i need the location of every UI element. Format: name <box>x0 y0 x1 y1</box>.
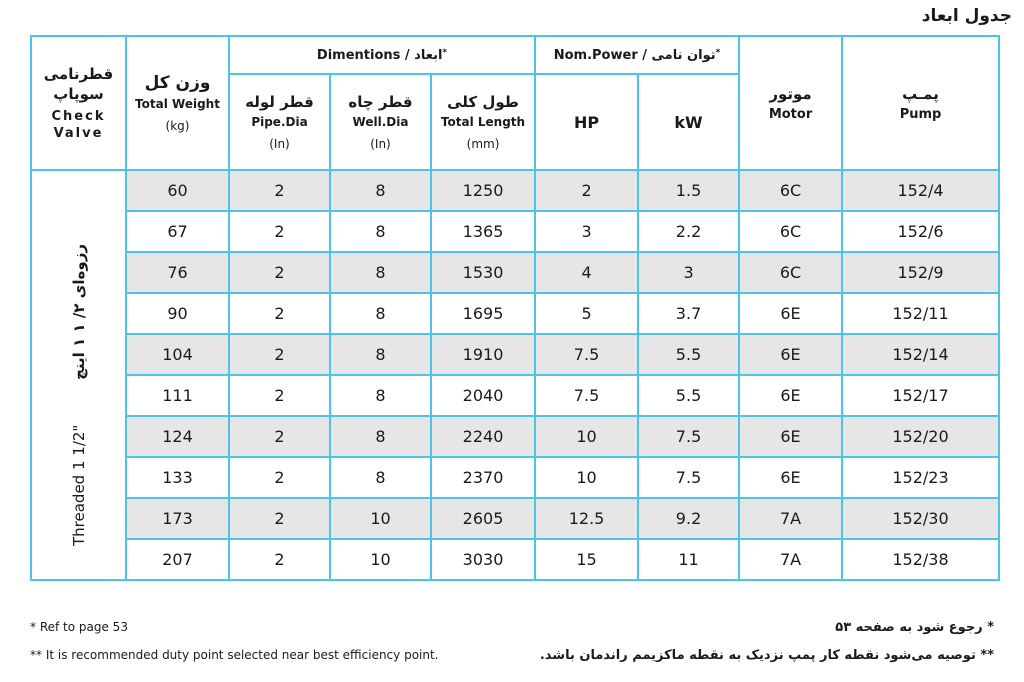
well-en: Well.Dia <box>352 115 409 129</box>
kw-cell: 5.5 <box>638 334 739 375</box>
hp-cell: 2 <box>535 170 638 211</box>
table-body <box>31 170 999 580</box>
pipe-cell: 2 <box>229 416 330 457</box>
motor-cell: 6E <box>739 293 842 334</box>
pump-en: Pump <box>899 106 942 122</box>
well-cell: 8 <box>330 252 431 293</box>
footnote-en-2: ** It is recommended duty point selected near best efficiency point. <box>30 648 439 662</box>
weight-en: Total Weight <box>135 97 220 111</box>
pump-cell: 152/17 <box>842 375 999 416</box>
pipe-header <box>229 74 330 170</box>
power-group-label: Nom.Power / توان نامی <box>553 47 716 63</box>
weight-header <box>126 36 229 170</box>
table-row <box>31 539 999 580</box>
motor-fa: موتور <box>769 84 812 103</box>
pump-cell: 152/11 <box>842 293 999 334</box>
thread-size-fa: رزوه‌ای ۲/ ۱ ۱ اینچ <box>69 243 88 380</box>
weight-cell: 90 <box>126 293 229 334</box>
well-fa: قطر چاه <box>348 93 413 111</box>
motor-cell: 6E <box>739 416 842 457</box>
pump-cell: 152/9 <box>842 252 999 293</box>
pump-cell: 152/20 <box>842 416 999 457</box>
motor-cell: 6C <box>739 170 842 211</box>
hp-cell: 15 <box>535 539 638 580</box>
length-cell: 2040 <box>431 375 535 416</box>
pipe-cell: 2 <box>229 211 330 252</box>
hp-cell: 10 <box>535 457 638 498</box>
kw-header <box>638 74 739 170</box>
hp-cell: 7.5 <box>535 334 638 375</box>
kw-cell: 2.2 <box>638 211 739 252</box>
length-en: Total Length <box>440 115 526 129</box>
pipe-cell: 2 <box>229 252 330 293</box>
pump-cell: 152/38 <box>842 539 999 580</box>
pipe-cell: 2 <box>229 170 330 211</box>
dimensions-table <box>30 35 1000 581</box>
motor-cell: 6E <box>739 334 842 375</box>
power-star: * <box>715 47 721 58</box>
table-row <box>31 211 999 252</box>
hp-header <box>535 74 638 170</box>
weight-cell: 173 <box>126 498 229 539</box>
hp-cell: 5 <box>535 293 638 334</box>
weight-cell: 111 <box>126 375 229 416</box>
pump-cell: 152/14 <box>842 334 999 375</box>
length-cell: 3030 <box>431 539 535 580</box>
well-header <box>330 74 431 170</box>
pipe-cell: 2 <box>229 498 330 539</box>
motor-cell: 7A <box>739 498 842 539</box>
pipe-fa: قطر لوله <box>245 93 314 111</box>
table-row <box>31 375 999 416</box>
pipe-unit: (In) <box>269 137 290 151</box>
thread-size-cell <box>31 170 126 580</box>
table-row <box>31 252 999 293</box>
weight-cell: 124 <box>126 416 229 457</box>
table-row <box>31 416 999 457</box>
pipe-en: Pipe.Dia <box>251 115 308 129</box>
kw-cell: 7.5 <box>638 457 739 498</box>
length-fa: طول کلی <box>447 93 519 111</box>
motor-cell: 6E <box>739 457 842 498</box>
dimensions-group-header <box>229 36 535 74</box>
well-cell: 10 <box>330 498 431 539</box>
thread-size-label <box>70 204 88 546</box>
weight-cell: 67 <box>126 211 229 252</box>
thread-size-en: Threaded 1 1/2" <box>69 424 88 547</box>
hp-cell: 12.5 <box>535 498 638 539</box>
length-cell: 1695 <box>431 293 535 334</box>
weight-cell: 104 <box>126 334 229 375</box>
hp-cell: 10 <box>535 416 638 457</box>
hp-label: HP <box>573 112 600 132</box>
well-cell: 8 <box>330 170 431 211</box>
motor-header <box>739 36 842 170</box>
length-cell: 1250 <box>431 170 535 211</box>
length-cell: 1910 <box>431 334 535 375</box>
pipe-cell: 2 <box>229 539 330 580</box>
motor-cell: 6C <box>739 211 842 252</box>
length-cell: 2605 <box>431 498 535 539</box>
check-valve-en: Check Valve <box>51 109 106 141</box>
length-header <box>431 74 535 170</box>
hp-cell: 7.5 <box>535 375 638 416</box>
check-valve-header <box>31 36 126 170</box>
pipe-cell: 2 <box>229 293 330 334</box>
well-cell: 8 <box>330 293 431 334</box>
kw-cell: 3.7 <box>638 293 739 334</box>
well-cell: 8 <box>330 416 431 457</box>
table-row <box>31 170 999 211</box>
length-cell: 2370 <box>431 457 535 498</box>
motor-en: Motor <box>768 106 813 122</box>
kw-cell: 3 <box>638 252 739 293</box>
page-title: جدول ابعاد <box>921 6 1012 26</box>
pump-cell: 152/4 <box>842 170 999 211</box>
pump-fa: پمـپ <box>902 84 939 103</box>
length-cell: 2240 <box>431 416 535 457</box>
hp-cell: 4 <box>535 252 638 293</box>
table-row <box>31 498 999 539</box>
well-cell: 10 <box>330 539 431 580</box>
dimensions-group-label: Dimentions / ابعاد <box>316 47 443 63</box>
length-cell: 1530 <box>431 252 535 293</box>
weight-unit: (kg) <box>165 119 190 133</box>
kw-cell: 5.5 <box>638 375 739 416</box>
pump-header <box>842 36 999 170</box>
pipe-cell: 2 <box>229 334 330 375</box>
pump-cell: 152/23 <box>842 457 999 498</box>
check-valve-fa: قطرنامی سوپاپ <box>43 65 114 103</box>
weight-cell: 133 <box>126 457 229 498</box>
footnote-fa-2: ** توصیه می‌شود نقطه کار پمپ نزدیک به نقطه ماکزیمم راندمان باشد. <box>539 648 994 663</box>
hp-cell: 3 <box>535 211 638 252</box>
kw-label: kW <box>674 112 703 132</box>
power-group-header <box>535 36 739 74</box>
length-unit: (mm) <box>466 137 500 151</box>
dimensions-star: * <box>442 47 448 58</box>
motor-cell: 7A <box>739 539 842 580</box>
well-cell: 8 <box>330 375 431 416</box>
pipe-cell: 2 <box>229 457 330 498</box>
pipe-cell: 2 <box>229 375 330 416</box>
well-cell: 8 <box>330 211 431 252</box>
weight-cell: 60 <box>126 170 229 211</box>
well-cell: 8 <box>330 334 431 375</box>
footnote-en-1: * Ref to page 53 <box>30 620 128 634</box>
table-row <box>31 457 999 498</box>
kw-cell: 7.5 <box>638 416 739 457</box>
pump-cell: 152/6 <box>842 211 999 252</box>
motor-cell: 6C <box>739 252 842 293</box>
well-cell: 8 <box>330 457 431 498</box>
kw-cell: 11 <box>638 539 739 580</box>
weight-cell: 207 <box>126 539 229 580</box>
footnote-fa-1: * رجوع شود به صفحه ۵۳ <box>835 620 994 635</box>
table-row <box>31 293 999 334</box>
kw-cell: 1.5 <box>638 170 739 211</box>
length-cell: 1365 <box>431 211 535 252</box>
well-unit: (In) <box>370 137 391 151</box>
motor-cell: 6E <box>739 375 842 416</box>
weight-fa: وزن کل <box>144 73 211 93</box>
pump-cell: 152/30 <box>842 498 999 539</box>
dimensions-table-wrapper <box>30 35 998 605</box>
kw-cell: 9.2 <box>638 498 739 539</box>
table-row <box>31 334 999 375</box>
weight-cell: 76 <box>126 252 229 293</box>
